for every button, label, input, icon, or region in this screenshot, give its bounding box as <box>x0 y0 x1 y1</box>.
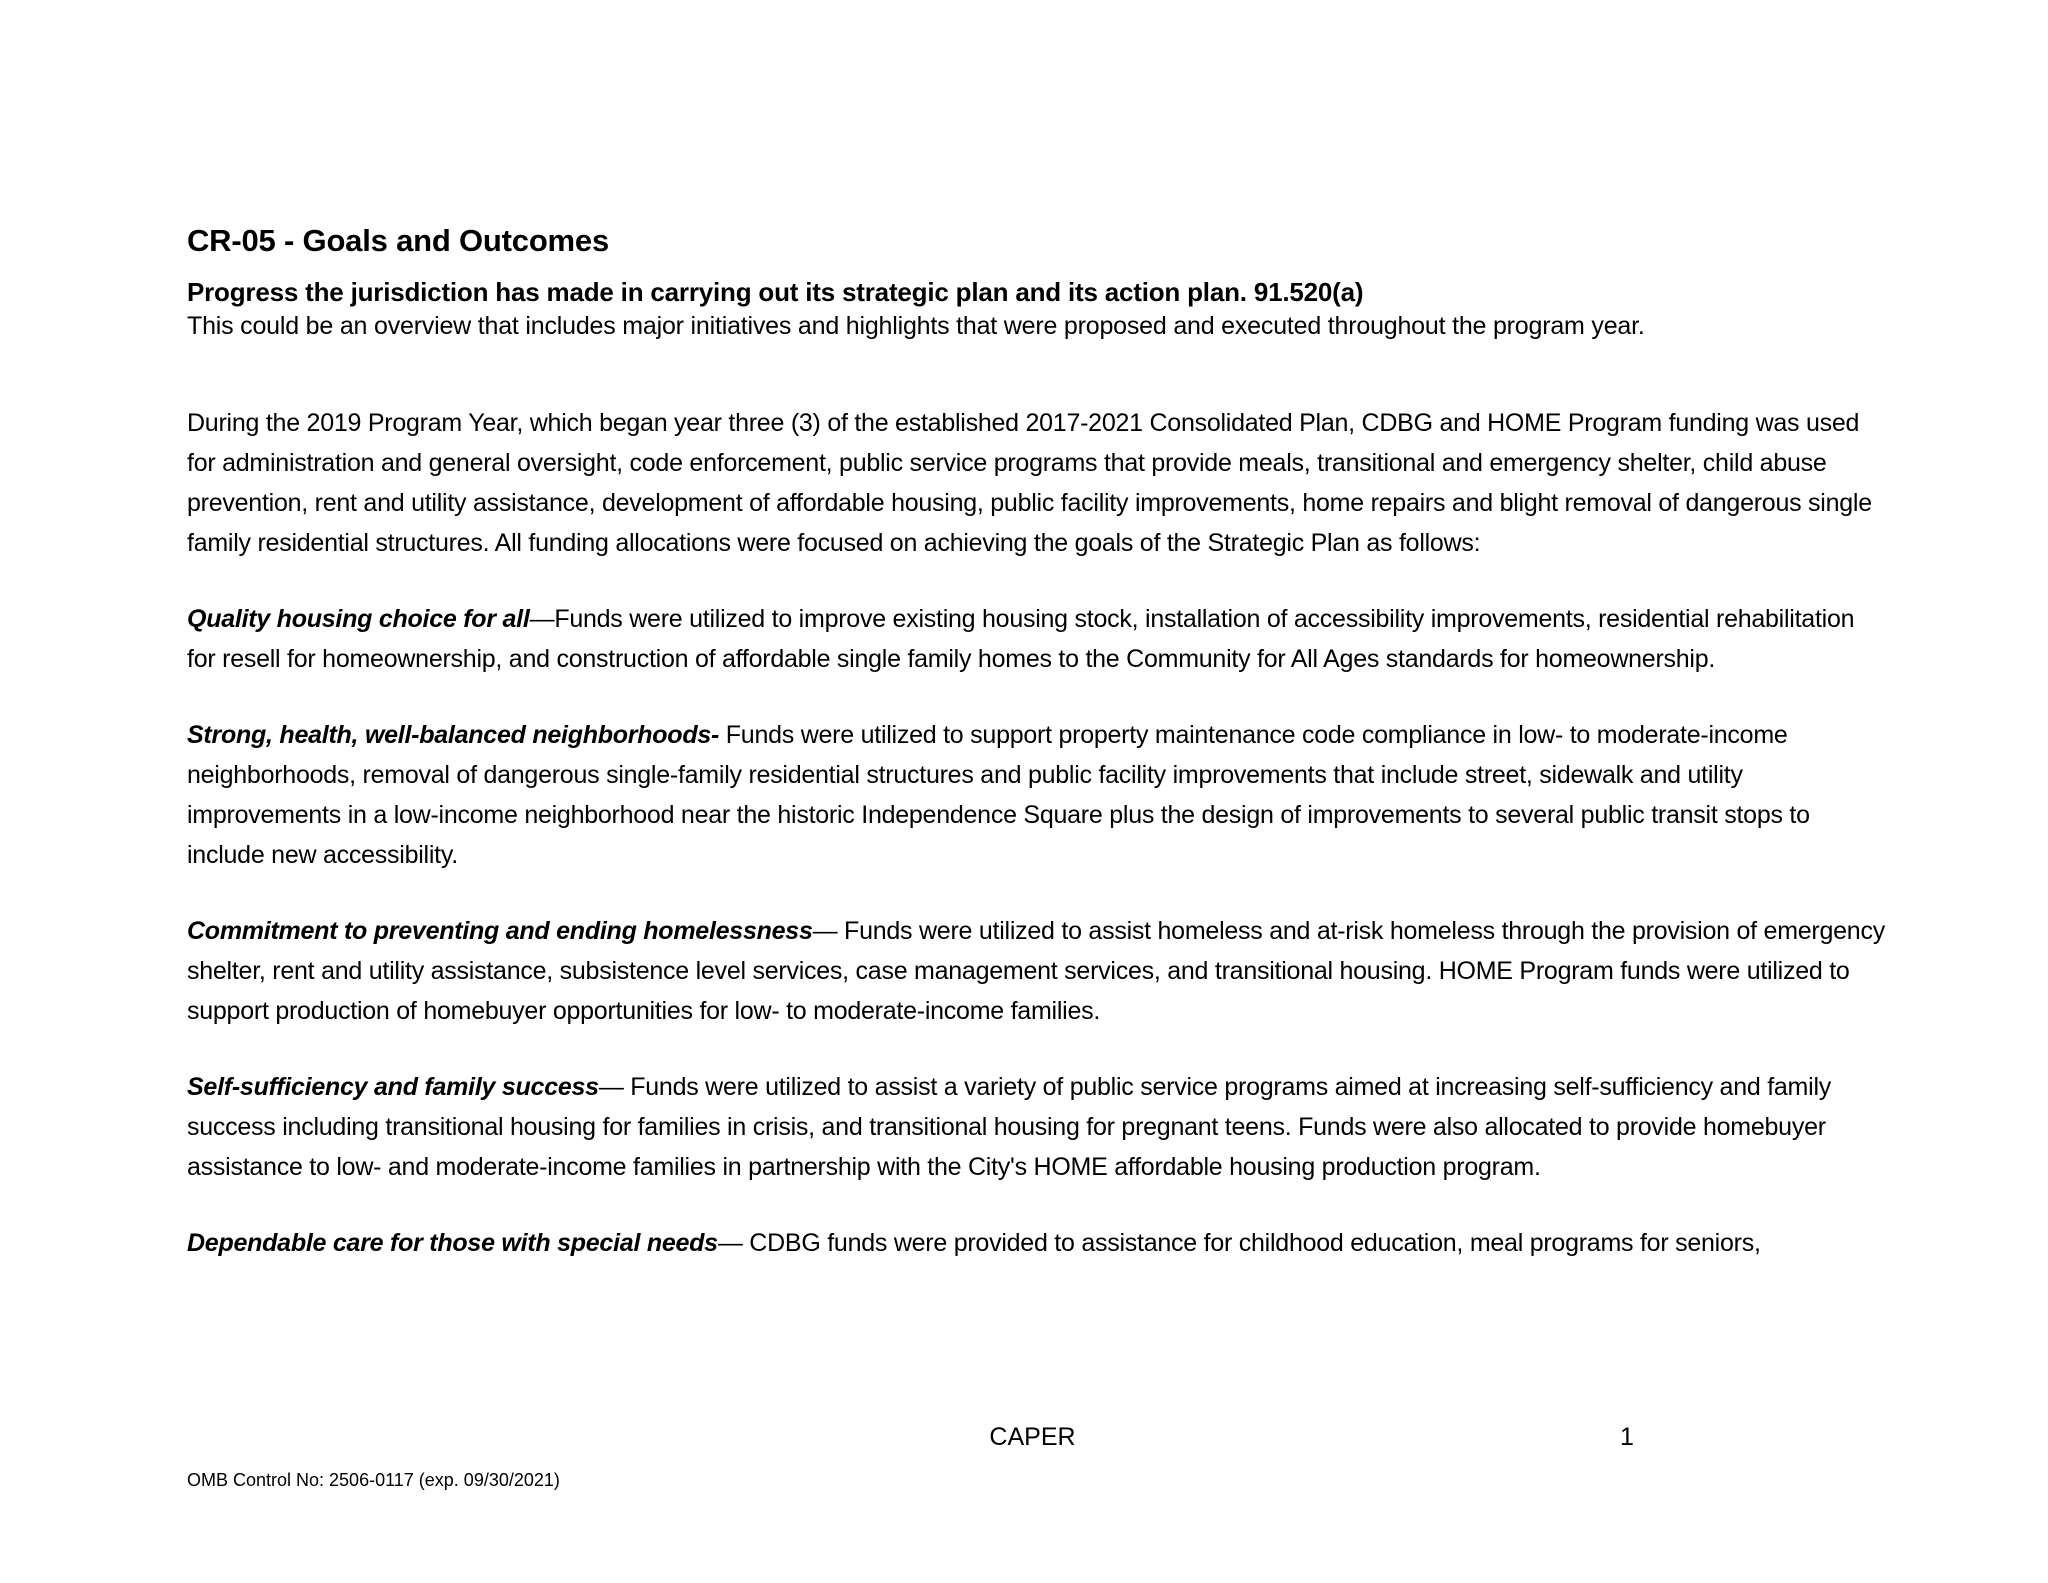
goal-text: — CDBG funds were provided to assistance for childhood education, meal programs for seniors, <box>717 1229 1761 1257</box>
section-subheading: Progress the jurisdiction has made in carrying out its strategic plan and its action plan. 91.520(a) <box>187 277 1364 307</box>
footer-label: CAPER <box>989 1423 1076 1451</box>
goal-paragraph <box>187 715 1887 875</box>
omb-control-number: OMB Control No: 2506-0117 (exp. 09/30/2021) <box>187 1470 560 1490</box>
goal-text: Funds were utilized to support property maintenance code compliance in low- to moderate-income neighborhoods, removal of dangerous single-family residential structures and public facility improvements that include street, sidewalk and utility improvements in a low-income neighborhood near the historic Independence Square plus the design of improvements to several public transit stops to include new accessibility. <box>187 721 1810 869</box>
goal-text: —Funds were utilized to improve existing housing stock, installation of accessibility improvements, residential rehabilitation for resell for homeownership, and construction of affordable single family homes to the Community for All Ages standards for homeownership. <box>187 605 1855 673</box>
page-number: 1 <box>1620 1423 1634 1451</box>
section-title: CR-05 - Goals and Outcomes <box>187 223 610 258</box>
goal-name: Dependable care for those with special needs <box>187 1229 718 1257</box>
main-content <box>187 221 1887 1263</box>
goal-name: Self-sufficiency and family success <box>187 1073 599 1101</box>
section-intro: This could be an overview that includes major initiatives and highlights that were proposed and executed throughout the program year. <box>187 312 1645 340</box>
goal-paragraph <box>187 599 1887 679</box>
goal-text: — Funds were utilized to assist homeless and at-risk homeless through the provision of emergency shelter, rent and utility assistance, subsistence level services, case management services, and transitional housing. HOME Program funds were utilized to support production of homebuyer opportunities for low- to moderate-income families. <box>187 917 1885 1025</box>
overview-paragraph: During the 2019 Program Year, which began year three (3) of the established 2017-2021 Consolidated Plan, CDBG and HOME Program funding was used for administration and general oversight, code enforcement, public service programs that provide meals, transitional and emergency shelter, child abuse prevention, rent and utility assistance, development of affordable housing, public facility improvements, home repairs and blight removal of dangerous single family residential structures. All funding allocations were focused on achieving the goals of the Strategic Plan as follows: <box>187 409 1872 557</box>
goal-paragraph <box>187 1223 1887 1263</box>
goal-name: Commitment to preventing and ending homelessness <box>187 917 813 945</box>
goal-name: Strong, health, well-balanced neighborhoods- <box>187 721 720 749</box>
goal-text: — Funds were utilized to assist a variety of public service programs aimed at increasing self-sufficiency and family success including transitional housing for families in crisis, and transitional housing for pregnant teens. Funds were also allocated to provide homebuyer assistance to low- and moderate-income families in partnership with the City's HOME affordable housing production program. <box>187 1073 1831 1181</box>
goal-name: Quality housing choice for all <box>187 605 530 633</box>
goal-paragraph <box>187 911 1887 1031</box>
goal-paragraph <box>187 1067 1887 1187</box>
